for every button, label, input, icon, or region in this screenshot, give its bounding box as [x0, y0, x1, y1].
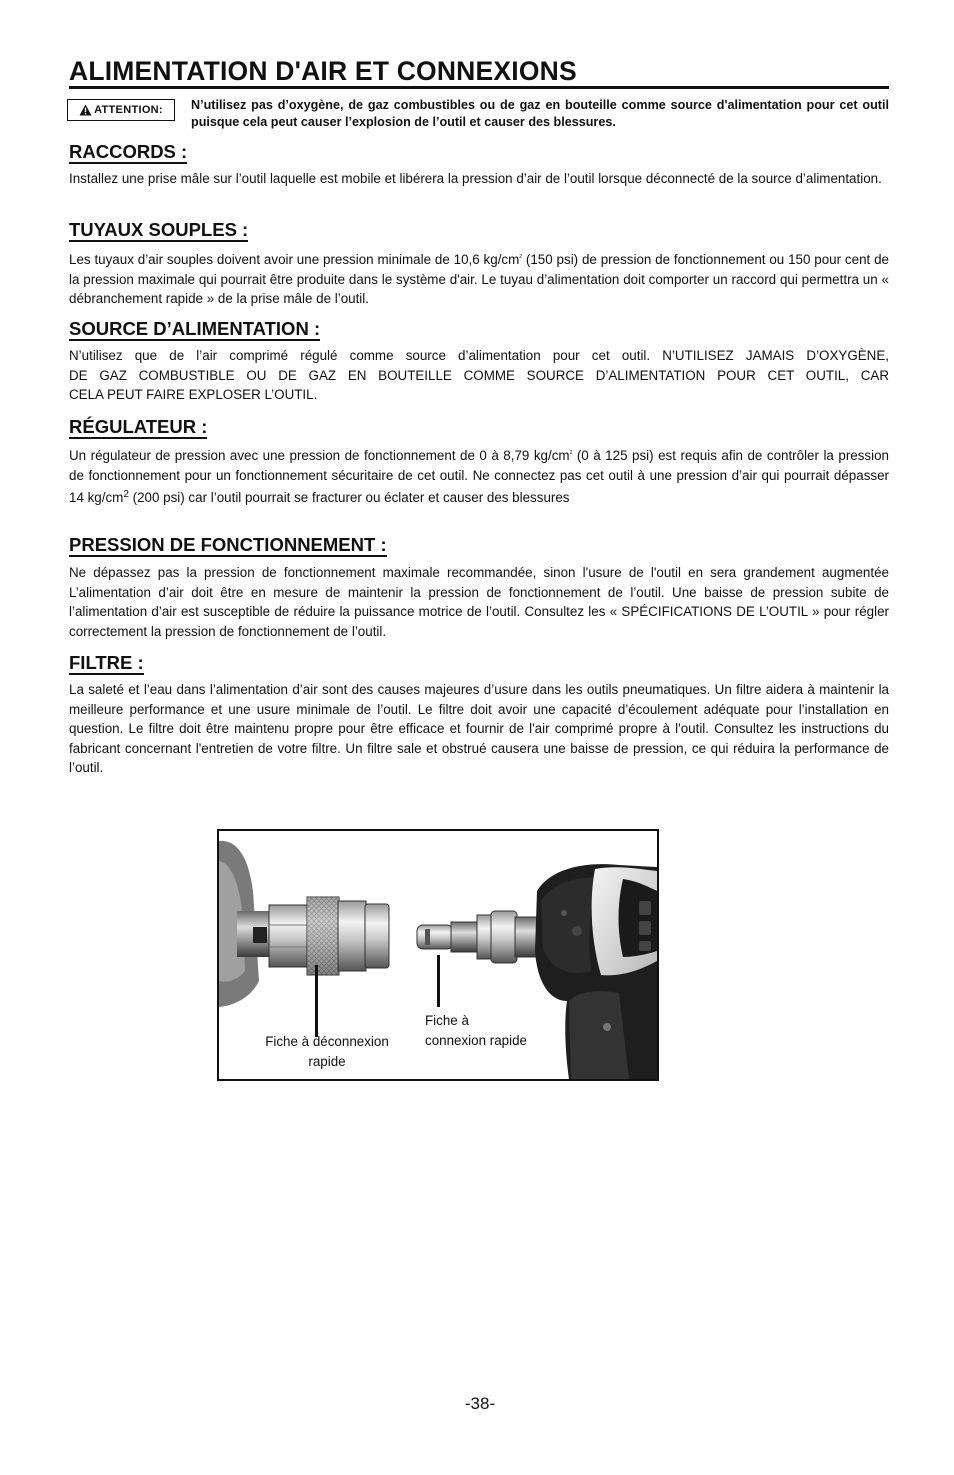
caption-quick-connect: Fiche à connexion rapide	[425, 1013, 527, 1048]
body-pression-fonctionnement: Ne dépassez pas la pression de fonctionnement maximale recommandée, sinon l'usure de l'outil en sera grandement augmentée L’alimentation d’air doit être en mesure de maintenir la pression de fonctionnement de l’outil. Une baisse de pression subite de l’alimentation d’air est susceptible de réduire la puissance motrice de l’outil. Consultez les « SPÉCIFICATIONS DE L’OUTIL » pour régler correctement la pression de fonctionnement de l’outil.	[69, 565, 889, 639]
body-regulateur: Un régulateur de pression avec une pression de fonctionnement de 0 à 8,79 $kg/cm^2$ (0 à 125 psi) est requis afin de contrôler la pression de fonctionnement pour un fonctionnement sécuritaire de cet outil. Ne connectez pas cet outil à une pression d’air qui pourrait dépasser 14 $kg/cm^2$ (200 psi) car l’outil pourrait se fracturer ou éclater et causer des blessures	[69, 448, 889, 505]
attention-badge	[67, 99, 175, 121]
body-tuyaux-souples: Les tuyaux d’air souples doivent avoir une pression minimale de 10,6 $kg/cm^2$ (150 psi) de pression de fonctionnement ou 150 pour cent de la pression maximale qui pourrait être produite dans le système d'air. Le tuyau d’alimentation doit comporter un raccord qui permettra un « débranchement rapide » de la prise mâle de l’outil.	[69, 252, 889, 306]
title-divider	[69, 86, 889, 89]
heading-regulateur: RÉGULATEUR :	[69, 416, 208, 437]
caption-quick-disconnect: Fiche à déconnexion rapide	[265, 1034, 389, 1069]
body-filtre: La saleté et l’eau dans l’alimentation d’air sont des causes majeures d’usure dans les outils pneumatiques. Un filtre aidera à maintenir la meilleure performance et une usure minimale de l’outil. Le filtre doit avoir une capacité d’écoulement adéquate pour l’installation en question. Le filtre doit être maintenu propre pour être efficace et fournir de l'air comprimé propre à l'outil. Consultez les instructions du fabricant concernant l'entretien de votre filtre. Un filtre sale et obstrué causera une baisse de pression, ce qui réduira la performance de l’outil.	[69, 682, 889, 775]
warning-text: N’utilisez pas d’oxygène, de gaz combustibles ou de gaz en bouteille comme source d'alimentation pour cet outil puisque cela peut causer l’explosion de l’outil et causer des blessures.	[191, 98, 889, 129]
attention-label: ATTENTION:	[94, 104, 163, 116]
heading-filtre: FILTRE :	[69, 652, 144, 673]
body-raccords: Installez une prise mâle sur l’outil laquelle est mobile et libérera la pression d’air de l’outil lorsque déconnecté de la source d’alimentation.	[69, 171, 882, 186]
heading-source-alimentation: SOURCE D’ALIMENTATION :	[69, 318, 321, 339]
connector-figure	[217, 829, 659, 1081]
page-number: -38-	[464, 1394, 496, 1413]
page-title: ALIMENTATION D'AIR ET CONNEXIONS	[69, 56, 577, 86]
heading-tuyaux-souples: TUYAUX SOUPLES :	[69, 219, 249, 240]
warning-triangle-icon	[79, 104, 92, 116]
body-source-alimentation: N’utilisez que de l’air comprimé régulé comme source d’alimentation pour cet outil. N’UTILISEZ JAMAIS D’OXYGÈNE, DE GAZ COMBUSTIBLE OU DE GAZ EN BOUTEILLE COMME SOURCE D’ALIMENTATION POUR CET OUTIL, CAR CELA PEUT FAIRE EXPLOSER L’OUTIL.	[69, 348, 889, 402]
heading-pression-fonctionnement: PRESSION DE FONCTIONNEMENT :	[69, 534, 387, 555]
heading-raccords: RACCORDS :	[69, 141, 188, 162]
